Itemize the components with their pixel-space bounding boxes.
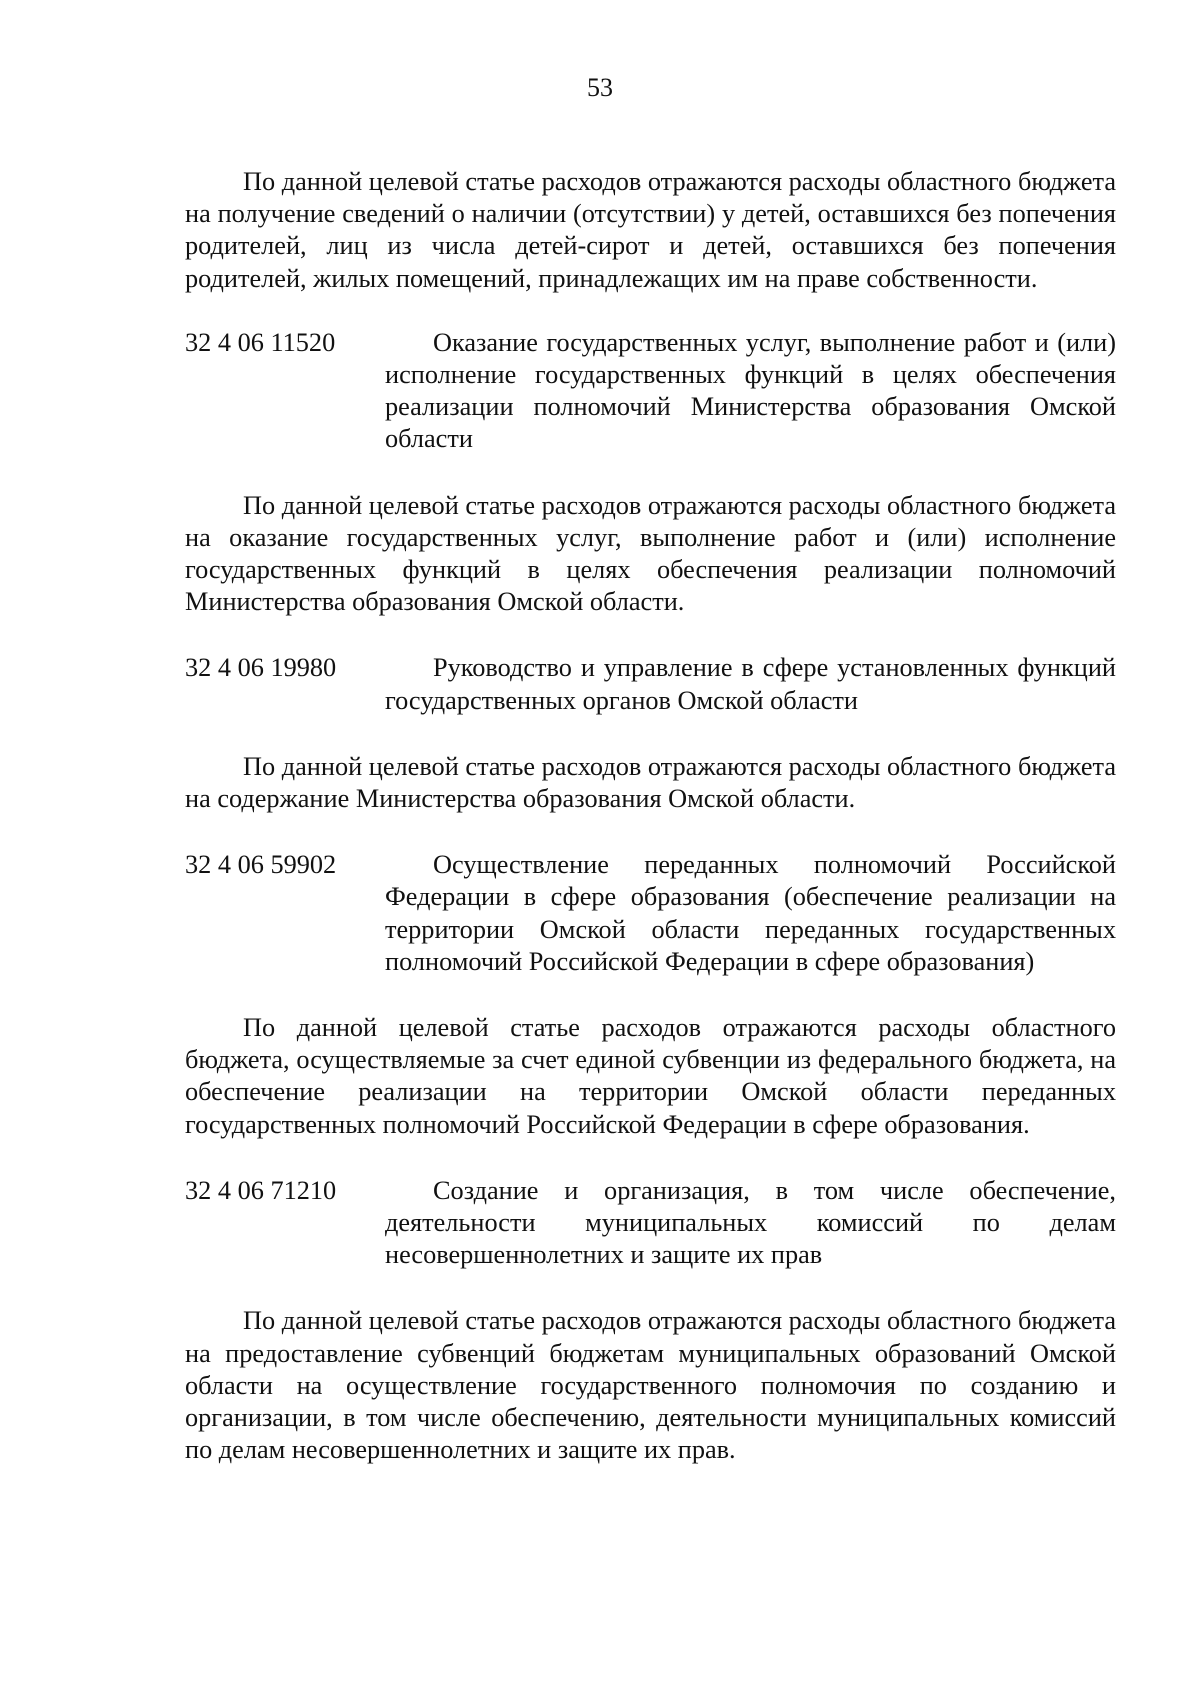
budget-entry-59902	[185, 849, 1116, 978]
budget-title: Руководство и управление в сфере установленных функций государственных органов Омской области	[385, 653, 1116, 715]
paragraph-1: По данной целевой статье расходов отражаются расходы областного бюджета на получение сведений о наличии (отсутствии) у детей, оставшихся без попечения родителей, лиц из числа детей-сирот и детей, оставшихся без попечения родителей, жилых помещений, принадлежащих им на праве собственности.	[185, 167, 1116, 293]
document-body	[185, 166, 1116, 1467]
budget-title: Оказание государственных услуг, выполнение работ и (или) исполнение государственных функций в целях обеспечения реализации полномочий Министерства образования Омской области	[385, 327, 1116, 454]
paragraph-2: По данной целевой статье расходов отражаются расходы областного бюджета на оказание государственных услуг, выполнение работ и (или) исполнение государственных функций в целях обеспечения реализации полномочий Министерства образования Омской области.	[185, 490, 1116, 617]
budget-entry-11520	[185, 327, 1116, 456]
budget-code: 32 4 06 11520	[185, 327, 336, 357]
spacer	[185, 1141, 1116, 1175]
spacer	[185, 456, 1116, 490]
budget-code: 32 4 06 59902	[185, 850, 337, 880]
spacer	[185, 618, 1116, 652]
budget-title: Создание и организация, в том числе обеспечение, деятельности муниципальных комиссий по делам несовершеннолетних и защите их прав	[385, 1175, 1116, 1270]
paragraph-3: По данной целевой статье расходов отражаются расходы областного бюджета на содержание Министерства образования Омской области.	[185, 751, 1116, 814]
budget-code: 32 4 06 71210	[185, 1175, 337, 1205]
paragraph-5: По данной целевой статье расходов отражаются расходы областного бюджета на предоставление субвенций бюджетам муниципальных образований Омской области на осуществление государственного полномочия по созданию и организации, в том числе обеспечению, деятельности муниципальных комиссий по делам несовершеннолетних и защите их прав.	[185, 1306, 1116, 1465]
spacer	[185, 815, 1116, 849]
budget-entry-71210	[185, 1175, 1116, 1272]
budget-title: Осуществление переданных полномочий Российской Федерации в сфере образования (обеспечение реализации на территории Омской области переданных государственных полномочий Российской Федерации в сфере образования)	[385, 850, 1116, 976]
page-number: 53	[587, 73, 613, 102]
spacer	[185, 1271, 1116, 1305]
budget-entry-19980	[185, 652, 1116, 716]
spacer	[185, 295, 1116, 327]
paragraph-4: По данной целевой статье расходов отражаются расходы областного бюджета, осуществляемые за счет единой субвенции из федерального бюджета, на обеспечение реализации на территории Омской области переданных государственных полномочий Российской Федерации в сфере образования.	[185, 1013, 1116, 1139]
spacer	[185, 978, 1116, 1012]
budget-code: 32 4 06 19980	[185, 653, 337, 683]
spacer	[185, 717, 1116, 751]
